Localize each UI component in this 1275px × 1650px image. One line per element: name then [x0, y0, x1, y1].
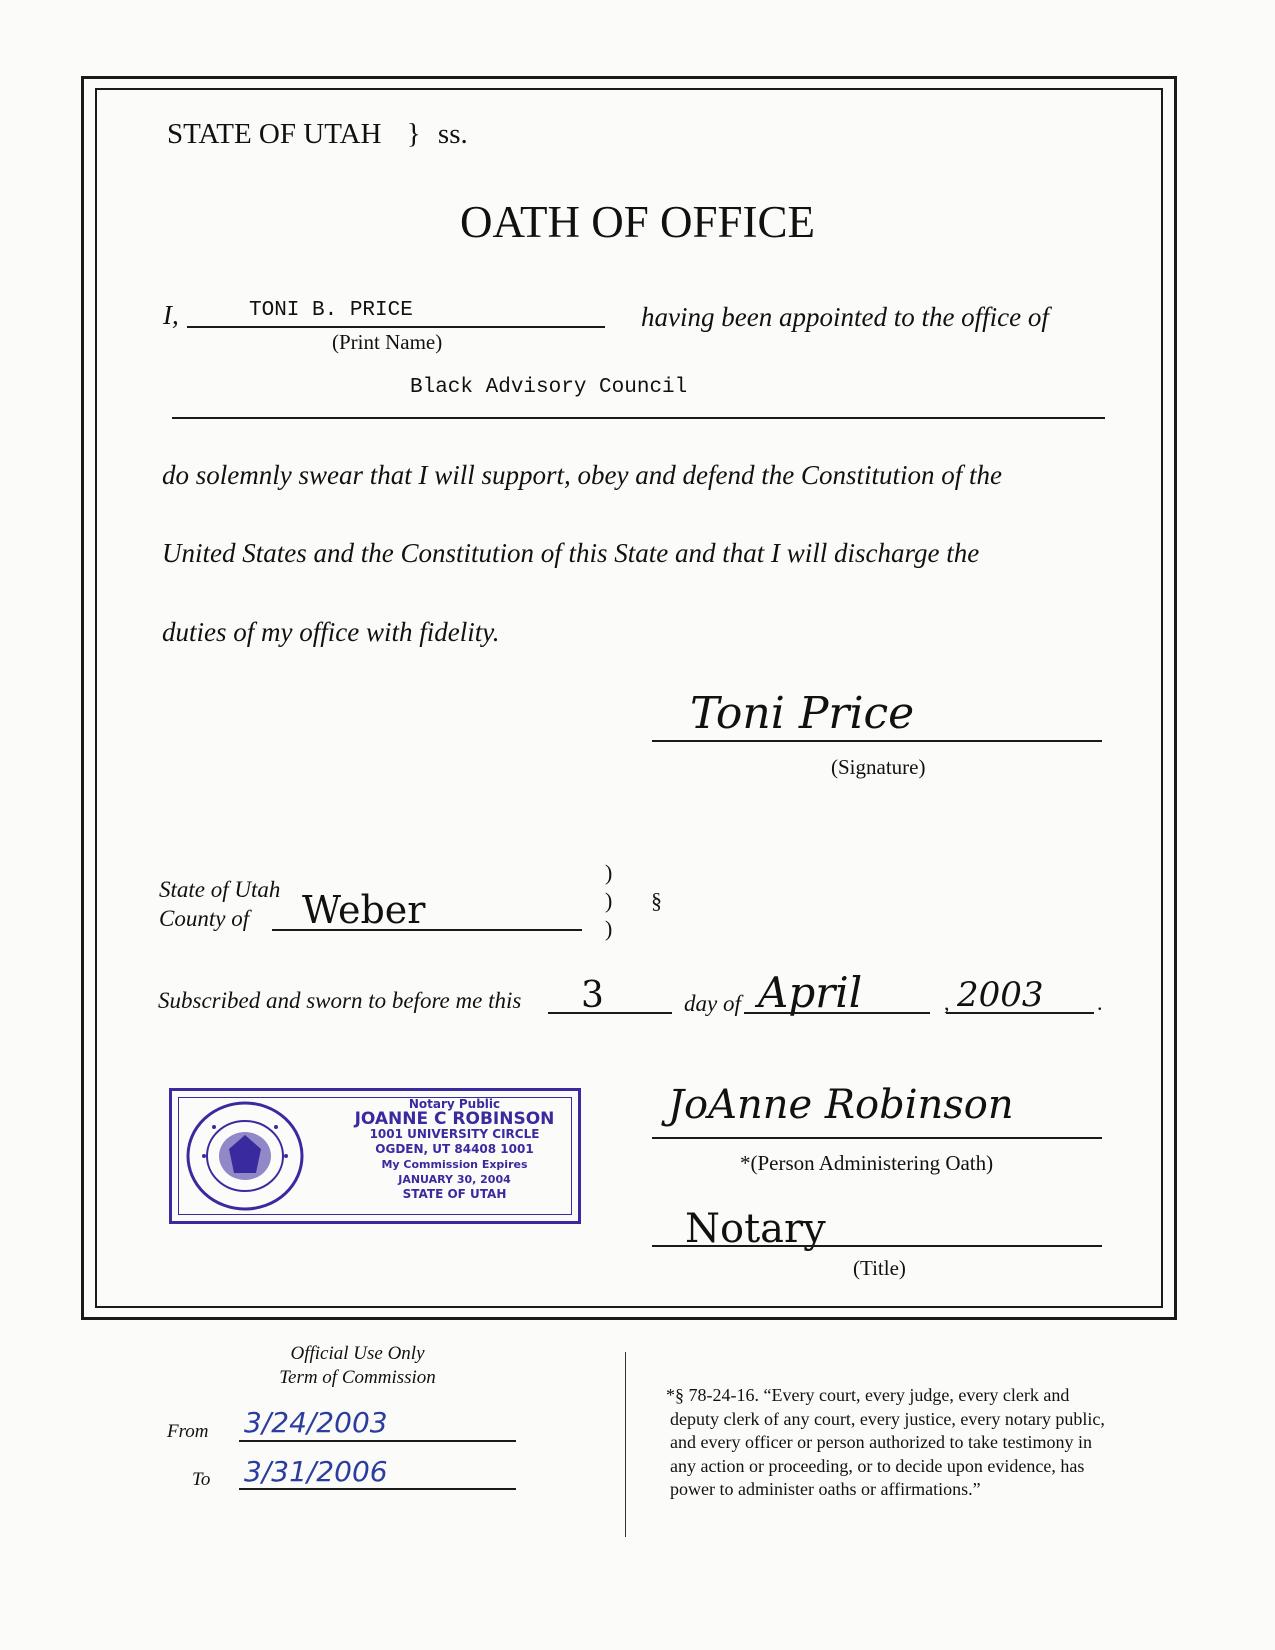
title-line	[652, 1245, 1102, 1247]
brace: }	[406, 118, 421, 150]
state-label: STATE OF UTAH	[167, 118, 382, 150]
county-line	[272, 929, 582, 931]
county-value: Weber	[302, 888, 426, 932]
county-prefix: County of	[159, 906, 250, 931]
oath-signature: Toni Price	[690, 688, 915, 739]
day-label: day of	[684, 991, 741, 1016]
venue-paren-1: )	[605, 860, 613, 885]
administrator-signature: JoAnne Robinson	[668, 1082, 1014, 1128]
subscribed-prefix: Subscribed and sworn to before me this	[158, 988, 522, 1013]
footnote-line-4: any action or proceeding, or to decide upon evidence, has	[670, 1455, 1085, 1476]
signature-label: (Signature)	[831, 755, 926, 779]
venue-paren-3: )	[605, 916, 613, 941]
print-name-line	[187, 326, 605, 328]
footnote-line-1: *§ 78-24-16. “Every court, every judge, every clerk and	[666, 1385, 1070, 1405]
administrator-line	[652, 1137, 1102, 1139]
venue-paren-2: )	[605, 888, 613, 913]
stamp-line-6: JANUARY 30, 2004	[398, 1173, 511, 1186]
stamp-line-2: JOANNE C ROBINSON	[354, 1109, 555, 1129]
year-value: 2003	[957, 975, 1044, 1015]
footer-divider	[625, 1352, 626, 1537]
printed-name: TONI B. PRICE	[249, 299, 413, 322]
footnote-line-2: deputy clerk of any court, every justice, every notary public,	[670, 1408, 1105, 1429]
stamp-line-5: My Commission Expires	[381, 1158, 528, 1171]
state-heading	[167, 118, 468, 151]
oath-line-2: United States and the Constitution of this State and that I will discharge the	[162, 538, 980, 568]
from-line	[239, 1440, 516, 1442]
signature-line	[652, 740, 1102, 742]
footnote-line-3: and every officer or person authorized to take testimony in	[670, 1432, 1093, 1452]
year-line	[946, 1012, 1094, 1014]
office-value: Black Advisory Council	[410, 376, 688, 399]
month-line	[744, 1012, 930, 1014]
date-period: .	[1097, 990, 1103, 1015]
notary-stamp	[169, 1088, 581, 1224]
month-value: April	[758, 968, 863, 1017]
term-heading: Term of Commission	[279, 1367, 436, 1388]
footnote-line-5: power to administer oaths or affirmations.”	[670, 1479, 981, 1499]
title-label: (Title)	[853, 1256, 906, 1280]
i-prefix: I,	[163, 300, 179, 330]
ss-label: ss.	[437, 118, 468, 150]
footnote	[666, 1384, 1105, 1502]
page-title: OATH OF OFFICE	[459, 197, 816, 247]
venue-state: State of Utah	[159, 877, 281, 902]
administrator-label: *(Person Administering Oath)	[740, 1151, 994, 1175]
print-name-label: (Print Name)	[332, 330, 443, 354]
day-value: 3	[581, 975, 604, 1016]
day-line	[548, 1012, 672, 1014]
oath-line-1: do solemnly swear that I will support, obey and defend the Constitution of the	[162, 460, 1002, 490]
to-label: To	[192, 1469, 211, 1490]
from-value: 3/24/2003	[244, 1406, 388, 1439]
appointment-suffix: having been appointed to the office of	[641, 302, 1049, 332]
official-use-heading: Official Use Only	[290, 1343, 425, 1364]
office-line	[172, 417, 1105, 419]
stamp-text-block	[332, 1097, 577, 1202]
to-line	[239, 1488, 516, 1490]
date-comma: ,	[944, 990, 950, 1015]
stamp-line-1: Notary Public	[408, 1097, 501, 1111]
to-value: 3/31/2006	[244, 1455, 388, 1488]
title-value: Notary	[685, 1206, 826, 1252]
state-seal-icon	[184, 1099, 306, 1213]
stamp-line-4: OGDEN, UT 84408 1001	[375, 1142, 534, 1156]
oath-line-3: duties of my office with fidelity.	[162, 617, 500, 647]
stamp-line-7: STATE OF UTAH	[402, 1187, 507, 1201]
stamp-line-3: 1001 UNIVERSITY CIRCLE	[369, 1127, 540, 1141]
section-symbol: §	[651, 888, 662, 913]
from-label: From	[167, 1421, 209, 1442]
